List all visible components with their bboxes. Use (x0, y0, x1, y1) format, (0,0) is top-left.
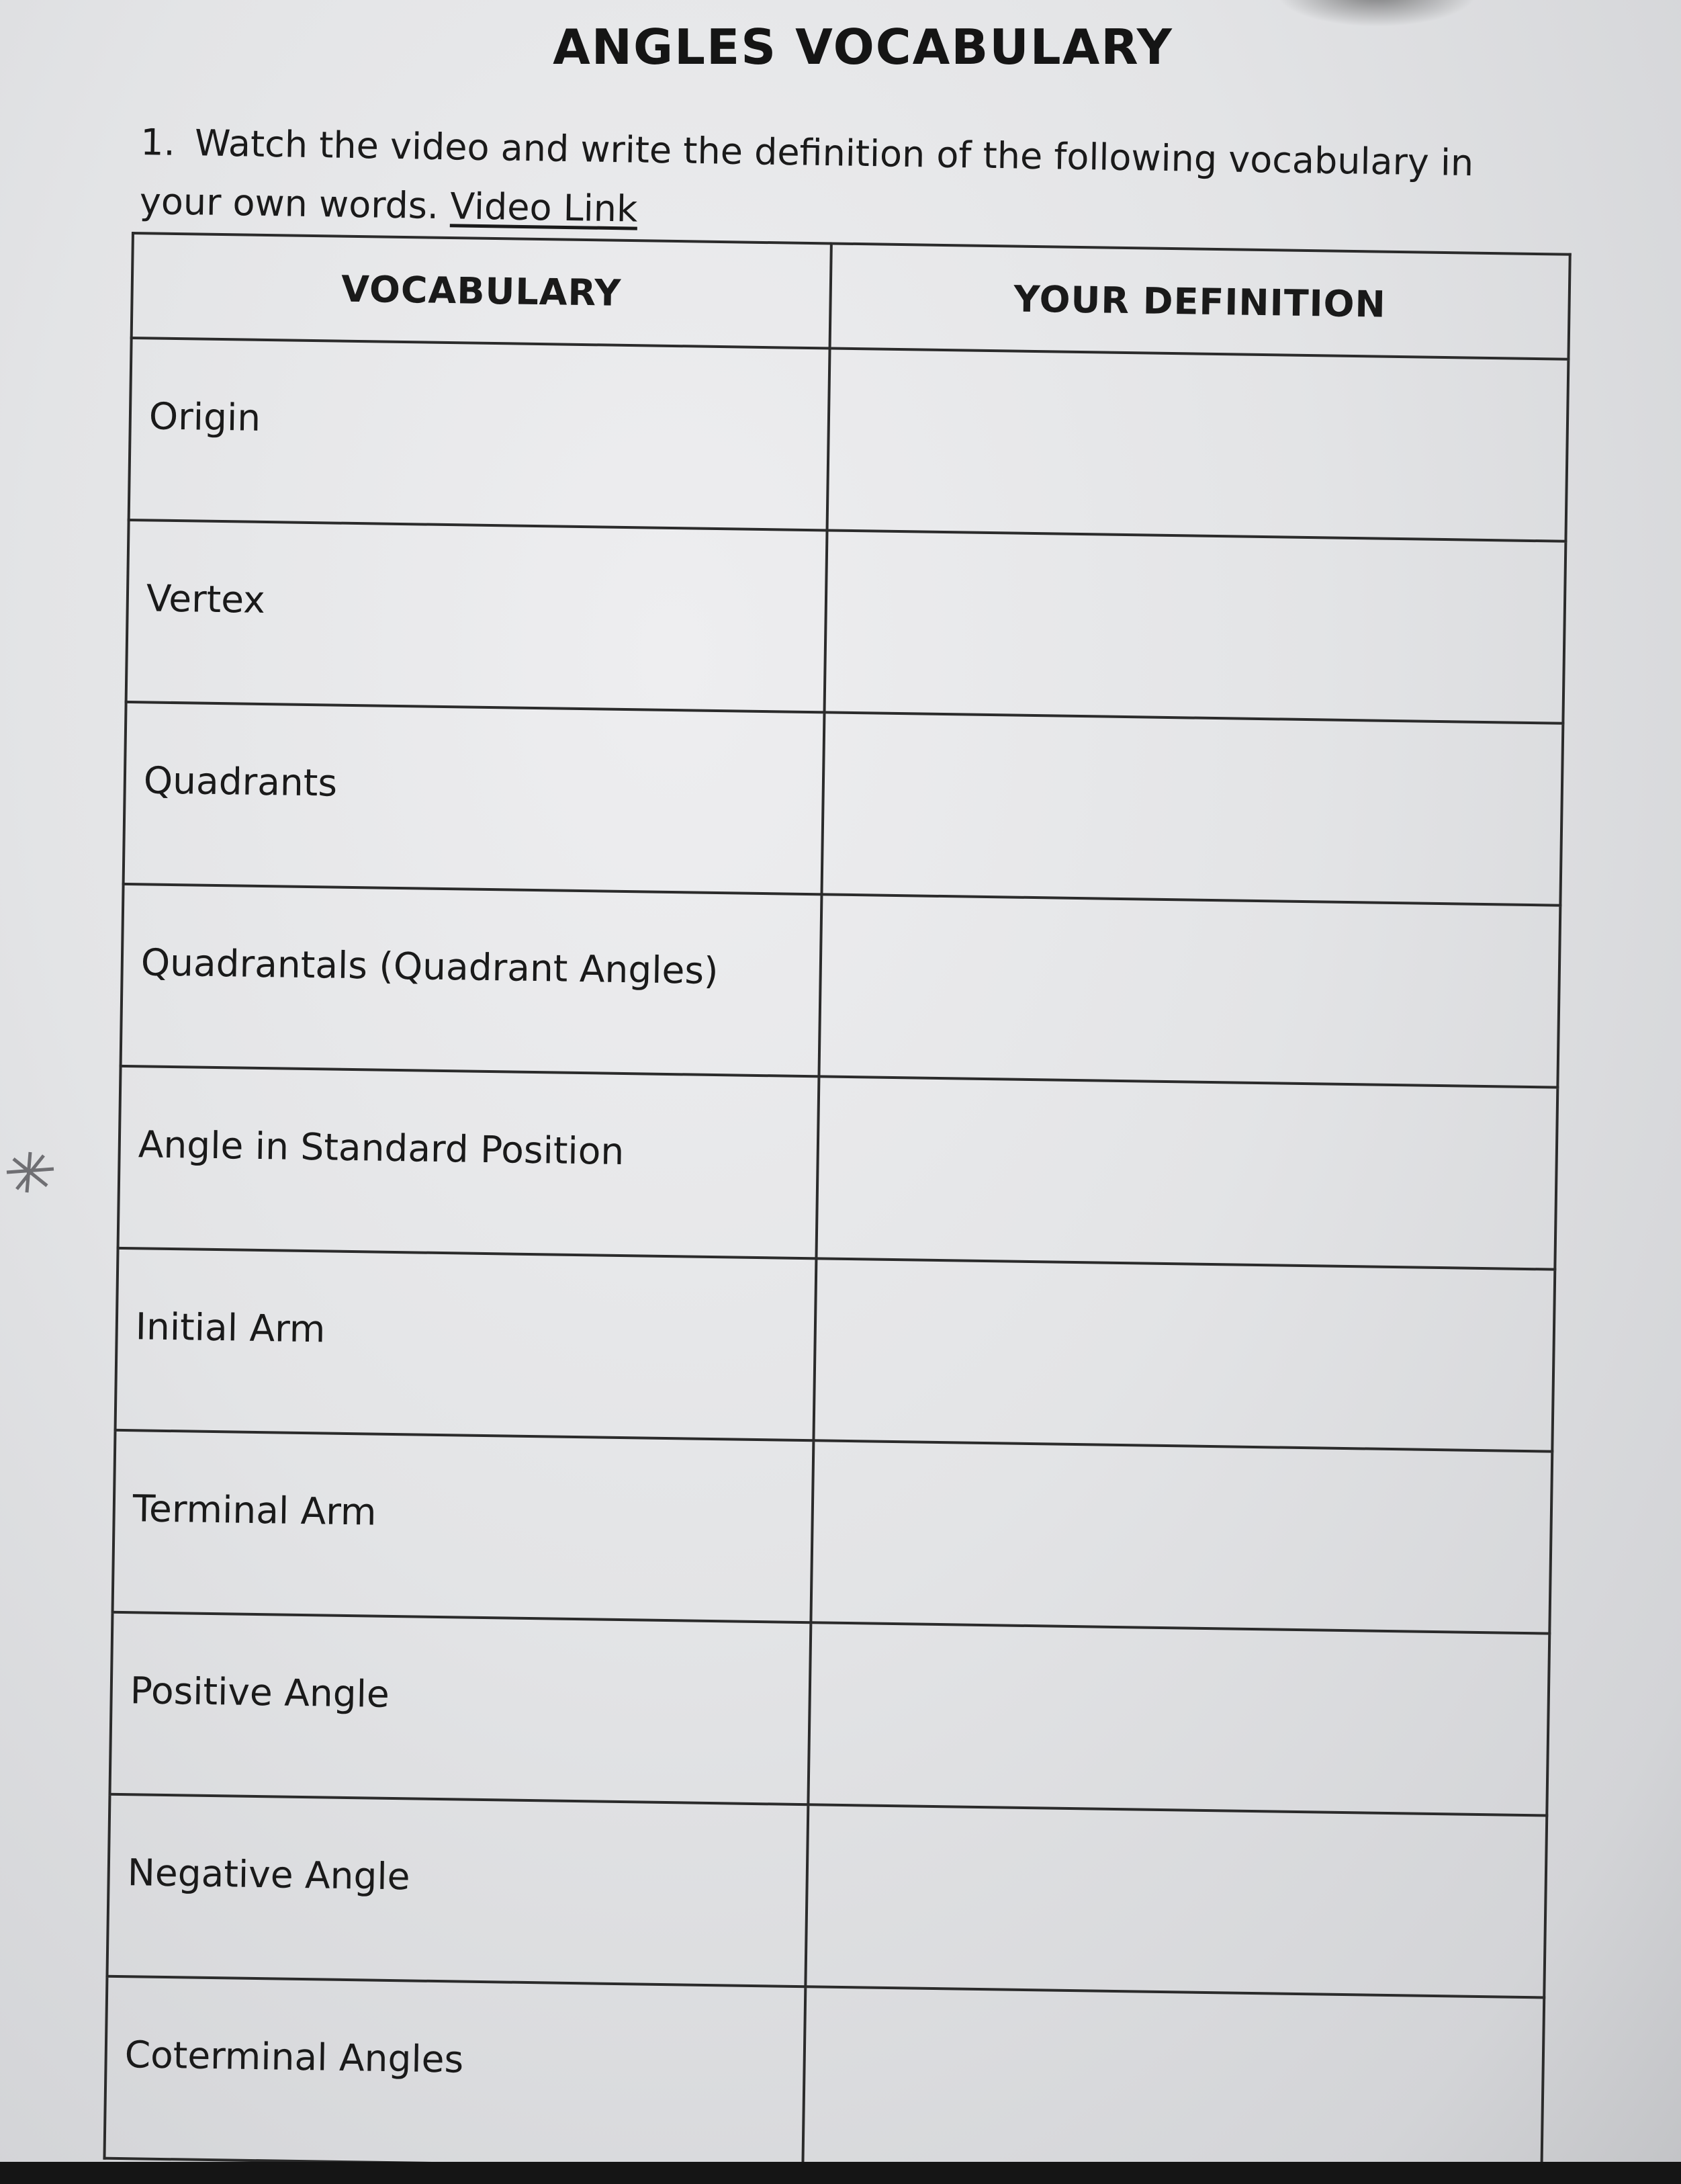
photo-bottom-edge (0, 2162, 1681, 2184)
definition-cell[interactable] (808, 1622, 1549, 1815)
term-cell: Quadrantals (Quadrant Angles) (121, 884, 822, 1076)
table-row (129, 338, 1569, 541)
table-row (121, 884, 1561, 1088)
vocabulary-table (103, 232, 1571, 2181)
table-header-row (132, 233, 1570, 359)
table-row (126, 520, 1566, 724)
video-link[interactable]: Video Link (449, 185, 638, 230)
worksheet-title: ANGLES VOCABULARY (553, 19, 1173, 75)
vocabulary-table-wrapper (107, 232, 1569, 2081)
definition-cell[interactable] (827, 348, 1569, 541)
definition-cell[interactable] (811, 1440, 1552, 1633)
term-cell: Negative Angle (107, 1794, 808, 1986)
table-row (116, 1248, 1555, 1452)
definition-cell[interactable] (803, 1986, 1544, 2179)
table-row (109, 1612, 1549, 1816)
table-row (104, 1976, 1544, 2180)
term-cell: Angle in Standard Position (118, 1066, 819, 1258)
pen-doodle-icon (0, 1142, 60, 1203)
term-cell: Positive Angle (109, 1612, 811, 1804)
term-cell: Coterminal Angles (104, 1976, 805, 2169)
definition-cell[interactable] (813, 1258, 1555, 1451)
table-row (124, 702, 1563, 906)
term-cell: Terminal Arm (113, 1430, 814, 1622)
header-your-definition: YOUR DEFINITION (830, 243, 1570, 359)
table-row (118, 1066, 1558, 1270)
instruction-text (139, 113, 1538, 253)
definition-cell[interactable] (816, 1076, 1557, 1269)
term-cell: Vertex (126, 520, 827, 712)
instruction-body: Watch the video and write the definition of the following vocabulary in your own words. (139, 122, 1474, 227)
definition-cell[interactable] (825, 530, 1566, 723)
header-vocabulary: VOCABULARY (132, 233, 831, 348)
table-row (107, 1794, 1547, 1998)
term-cell: Initial Arm (116, 1248, 817, 1440)
definition-cell[interactable] (819, 894, 1560, 1087)
definition-cell[interactable] (821, 712, 1563, 905)
term-cell: Quadrants (124, 702, 825, 894)
definition-cell[interactable] (805, 1804, 1547, 1997)
instruction-number: 1. (140, 120, 176, 164)
table-row (113, 1430, 1553, 1634)
term-cell: Origin (129, 338, 830, 530)
